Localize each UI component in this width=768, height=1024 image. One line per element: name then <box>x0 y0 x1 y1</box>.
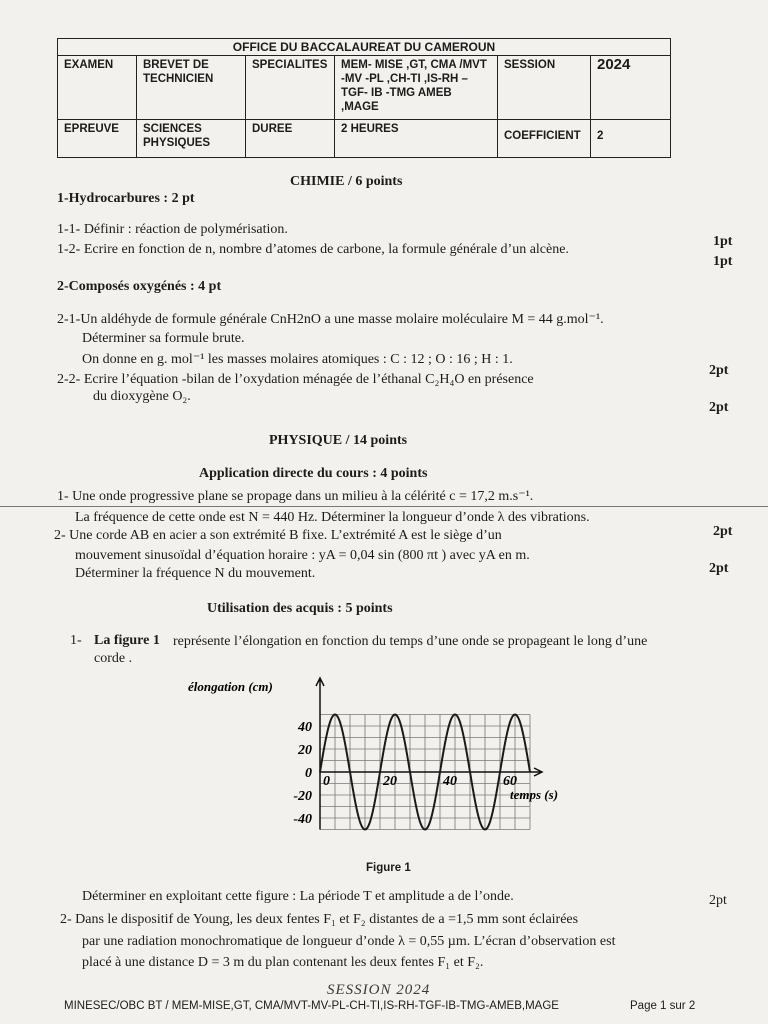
use-question-2-line-2: par une radiation monochromatique de longueur d’onde λ = 0,55 µm. L’écran d’observation est <box>82 934 616 949</box>
header-table <box>57 38 671 158</box>
chimie-title: CHIMIE / 6 points <box>290 174 403 189</box>
chimie-section-2-title: 2-Composés oxygénés : 4 pt <box>57 279 222 294</box>
physique-question-1-line-1: 1- Une onde progressive plane se propage dans un milieu à la célérité c = 17,2 m.s⁻¹. <box>57 489 534 504</box>
physique-title: PHYSIQUE / 14 points <box>269 433 408 448</box>
y-tick-label: 20 <box>298 743 312 758</box>
physique-question-2-points: 2pt <box>709 561 729 576</box>
cell-coefficient-label: COEFFICIENT <box>498 120 591 158</box>
y-tick-labels <box>293 720 312 827</box>
question-1-1: 1-1- Définir : réaction de polymérisation. <box>57 222 288 237</box>
physique-question-1-line-2: La fréquence de cette onde est N = 440 Hz. Déterminer la longueur d’onde λ des vibrations. <box>75 510 590 525</box>
cell-duree-label: DUREE <box>246 120 335 158</box>
physique-question-2-line-3: Déterminer la fréquence N du mouvement. <box>75 566 316 581</box>
utilisation-title: Utilisation des acquis : 5 points <box>207 601 393 616</box>
fold-line <box>0 506 768 507</box>
figure-1-caption: Figure 1 <box>366 862 411 874</box>
x-tick-label: 0 <box>323 774 330 789</box>
cell-specialites-label: SPECIALITES <box>246 56 335 120</box>
use-question-1-number: 1- <box>70 633 82 648</box>
x-axis-label: temps (s) <box>510 787 559 802</box>
session-stamp: SESSION 2024 <box>327 982 431 998</box>
y-axis-label: élongation (cm) <box>188 679 273 694</box>
use-question-1-points: 2pt <box>709 893 727 908</box>
application-title: Application directe du cours : 4 points <box>199 466 428 481</box>
question-2-2-points: 2pt <box>709 400 729 415</box>
page-number: Page 1 sur 2 <box>630 1000 696 1012</box>
cell-examen-label: EXAMEN <box>58 56 137 120</box>
cell-duree-value: 2 HEURES <box>335 120 498 158</box>
cell-session-label: SESSION <box>498 56 591 120</box>
office-title: OFFICE DU BACCALAUREAT DU CAMEROUN <box>58 39 671 56</box>
footer-left: MINESEC/OBC BT / MEM-MISE,GT, CMA/MVT-MV-PL-CH-TI,IS-RH-TGF-IB-TMG-AMEB,MAGE <box>64 1000 559 1012</box>
y-tick-label: 0 <box>305 766 312 781</box>
x-tick-label: 40 <box>443 774 457 789</box>
cell-specialites-value: MEM- MISE ,GT, CMA /MVT -MV -PL ,CH-TI ,IS-RH –TGF- IB -TMG AMEB ,MAGE <box>335 56 498 120</box>
question-2-2-line-1: 2-2- Ecrire l’équation -bilan de l’oxydation ménagée de l’éthanal C₂H₄O en présence <box>57 372 534 387</box>
question-1-1-points: 1pt <box>713 234 733 249</box>
question-2-1-line-3: On donne en g. mol⁻¹ les masses molaires atomiques : C : 12 ; O : 16 ; H : 1. <box>82 352 513 367</box>
use-question-1-bold: La figure 1 <box>94 633 160 648</box>
use-question-2-line-3: placé à une distance D = 3 m du plan contenant les deux fentes F₁ et F₂. <box>82 955 484 970</box>
question-2-1-line-2: Déterminer sa formule brute. <box>82 331 245 346</box>
x-tick-label: 20 <box>383 774 397 789</box>
use-question-2-line-1: 2- Dans le dispositif de Young, les deux fentes F₁ et F₂ distantes de a =1,5 mm sont éclairées <box>60 912 579 927</box>
x-tick-label: 60 <box>503 774 517 789</box>
physique-question-2-line-1: 2- Une corde AB en acier a son extrémité B fixe. L’extrémité A est le siège d’un <box>54 528 502 543</box>
use-question-1-line-3: Déterminer en exploitant cette figure : La période T et amplitude a de l’onde. <box>82 889 514 904</box>
question-2-2-line-2: du dioxygène O₂. <box>93 389 191 404</box>
use-question-1-line-2: corde . <box>94 651 133 666</box>
y-tick-label: -40 <box>293 812 312 827</box>
question-1-2-points: 1pt <box>713 254 733 269</box>
use-question-1-line-1: représente l’élongation en fonction du temps d’une onde se propageant le long d’une <box>173 634 648 649</box>
cell-examen-value: BREVET DE TECHNICIEN <box>137 56 246 120</box>
question-2-1-line-1: 2-1-Un aldéhyde de formule générale CnH2nO a une masse molaire moléculaire M = 44 g.mol⁻¹. <box>57 312 604 327</box>
y-tick-label: 40 <box>298 720 312 735</box>
cell-session-value: 2024 <box>591 56 671 120</box>
cell-epreuve-value: SCIENCES PHYSIQUES <box>137 120 246 158</box>
chimie-section-1-title: 1-Hydrocarbures : 2 pt <box>57 191 195 206</box>
cell-coefficient-value: 2 <box>591 120 671 158</box>
question-1-2: 1-2- Ecrire en fonction de n, nombre d’atomes de carbone, la formule générale d’un alcène. <box>57 242 569 257</box>
physique-question-2-line-2: mouvement sinusoïdal d’équation horaire : yA = 0,04 sin (800 πt ) avec yA en m. <box>75 548 530 563</box>
question-2-1-points: 2pt <box>709 363 729 378</box>
cell-epreuve-label: EPREUVE <box>58 120 137 158</box>
figure-1-chart <box>180 672 560 852</box>
y-tick-label: -20 <box>293 789 312 804</box>
physique-question-1-points: 2pt <box>713 524 733 539</box>
